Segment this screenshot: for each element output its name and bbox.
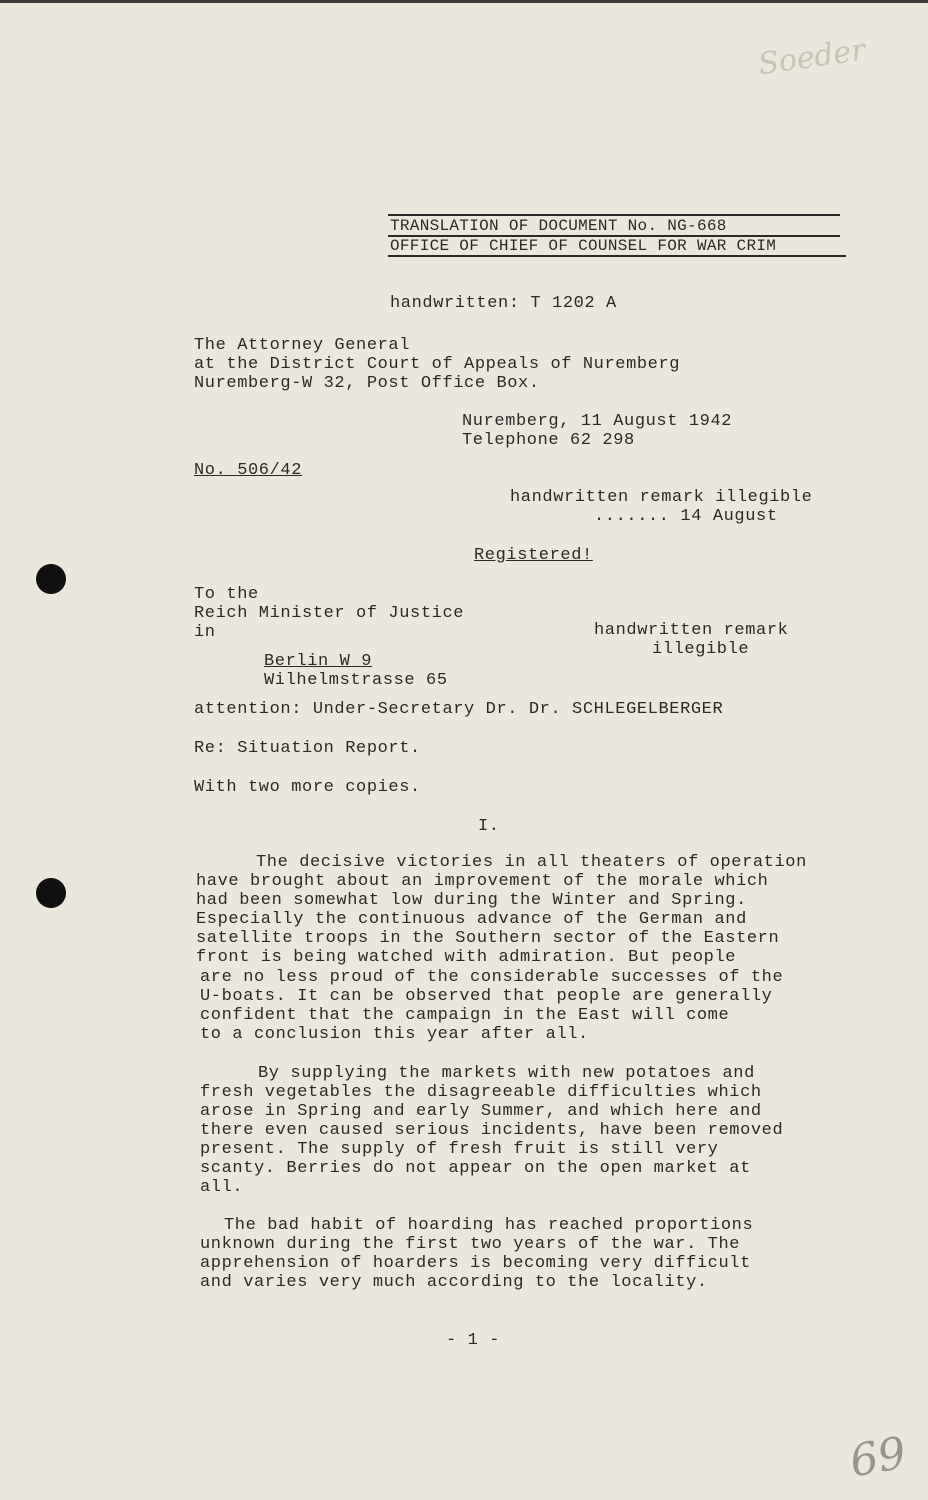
paragraph-1-line: front is being watched with admiration. But people [196,948,737,967]
handwritten-reference: handwritten: T 1202 A [390,294,617,313]
paragraph-3-line: and varies very much according to the locality. [200,1273,708,1292]
sender-line-1: The Attorney General [194,336,411,355]
paragraph-1-line: are no less proud of the considerable successes of the [200,968,784,987]
paragraph-2-line: scanty. Berries do not appear on the open market at [200,1159,751,1178]
paragraph-1-line: Especially the continuous advance of the German and [196,910,747,929]
margin-remark-line-2: ....... 14 August [594,507,778,526]
header-rule-bottom [388,255,846,257]
recipient-city: Berlin W 9 [264,652,373,671]
header-rule-top [388,214,840,216]
side-remark-line-2: illegible [652,640,750,659]
paragraph-2-line: fresh vegetables the disagreeable difficulties which [200,1083,762,1102]
paragraph-2-line: there even caused serious incidents, have been removed [200,1121,784,1140]
recipient-line-2: Reich Minister of Justice [194,604,465,623]
punch-hole-top [36,564,66,594]
recipient-street: Wilhelmstrasse 65 [264,671,448,690]
top-edge-line [0,0,928,3]
reference-number: No. 506/42 [194,461,303,480]
telephone: Telephone 62 298 [462,431,635,450]
paragraph-1-line: to a conclusion this year after all. [200,1025,589,1044]
paragraph-3-line: The bad habit of hoarding has reached proportions [224,1216,754,1235]
side-remark-line-1: handwritten remark [594,621,789,640]
stamped-sheet-number: 69 [845,1427,911,1488]
copies-line: With two more copies. [194,778,421,797]
paragraph-3-line: unknown during the first two years of the war. The [200,1235,741,1254]
page-number: - 1 - [446,1331,501,1350]
attention-line: attention: Under-Secretary Dr. Dr. SCHLEGELBERGER [194,700,724,719]
punch-hole-bottom [36,878,66,908]
paragraph-1-line: confident that the campaign in the East will come [200,1006,730,1025]
header-line-2: OFFICE OF CHIEF OF COUNSEL FOR WAR CRIM [390,237,777,255]
recipient-line-3: in [194,623,216,642]
header-line-1: TRANSLATION OF DOCUMENT No. NG-668 [390,217,727,235]
margin-remark-line-1: handwritten remark illegible [510,488,813,507]
paragraph-2-line: all. [200,1178,244,1197]
paragraph-3-line: apprehension of hoarders is becoming very difficult [200,1254,751,1273]
paragraph-1-line: satellite troops in the Southern sector of the Eastern [196,929,780,948]
paragraph-1-line: have brought about an improvement of the morale which [196,872,769,891]
paragraph-2-line: present. The supply of fresh fruit is still very [200,1140,719,1159]
paragraph-1-line: had been somewhat low during the Winter and Spring. [196,891,747,910]
sender-line-3: Nuremberg-W 32, Post Office Box. [194,374,540,393]
paragraph-1-line: The decisive victories in all theaters of operation [256,853,807,872]
sender-line-2: at the District Court of Appeals of Nuremberg [194,355,681,374]
section-heading: I. [478,817,500,836]
recipient-line-1: To the [194,585,259,604]
subject-line: Re: Situation Report. [194,739,421,758]
paragraph-1-line: U-boats. It can be observed that people are generally [200,987,773,1006]
paragraph-2-line: arose in Spring and early Summer, and which here and [200,1102,762,1121]
place-date: Nuremberg, 11 August 1942 [462,412,733,431]
pencil-signature: Soeder [756,32,868,83]
registered-note: Registered! [474,546,593,565]
paragraph-2-line: By supplying the markets with new potatoes and [258,1064,755,1083]
